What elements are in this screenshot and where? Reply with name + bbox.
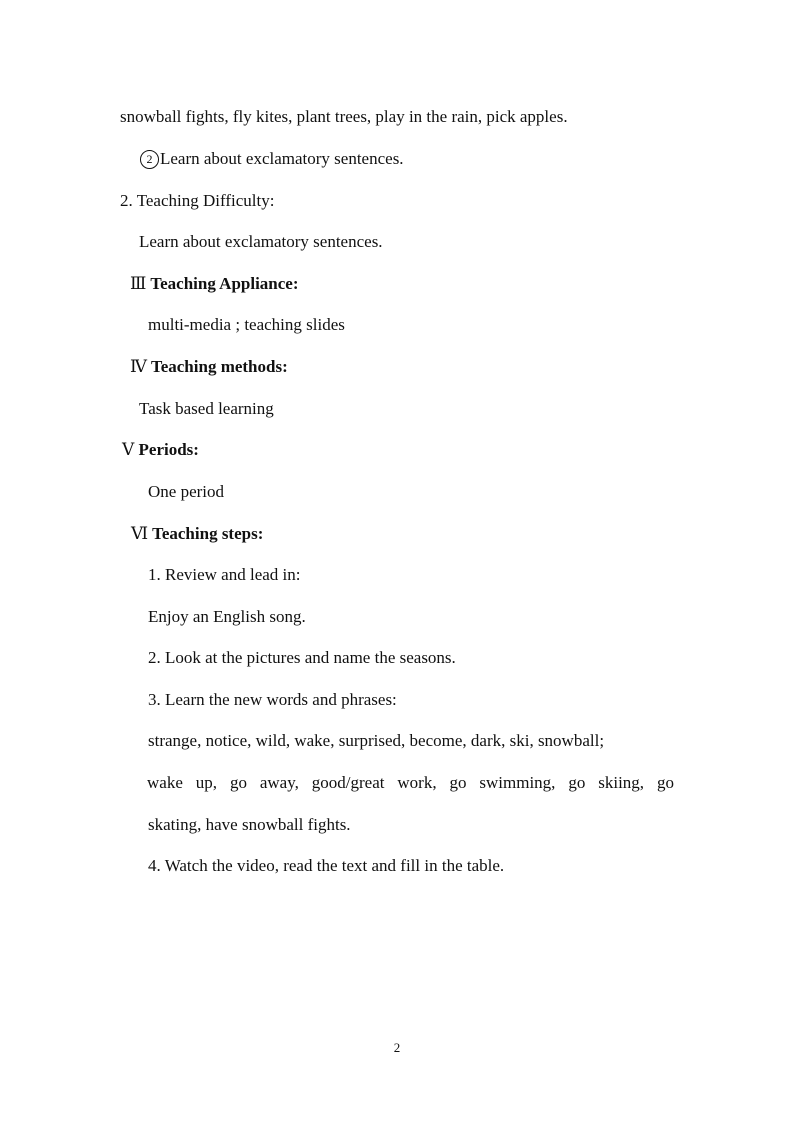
word: go bbox=[449, 773, 467, 792]
section-heading-appliance bbox=[130, 273, 299, 295]
section-numeral: Ⅳ bbox=[130, 357, 147, 376]
step-4: 4. Watch the video, read the text and fill in the table. bbox=[148, 856, 505, 875]
objective-2 bbox=[140, 148, 404, 170]
section-title: Teaching methods: bbox=[150, 357, 288, 376]
word: go bbox=[229, 773, 247, 792]
text-line: Enjoy an English song. bbox=[148, 607, 306, 626]
subheading-teaching-difficulty: 2. Teaching Difficulty: bbox=[120, 191, 275, 210]
word: good/great bbox=[311, 773, 385, 792]
word: up, bbox=[195, 773, 218, 792]
section-title: Teaching Appliance: bbox=[150, 274, 299, 293]
text-line: Task based learning bbox=[139, 399, 274, 418]
step-3: 3. Learn the new words and phrases: bbox=[148, 690, 397, 709]
text-line: snowball fights, fly kites, plant trees, play in the rain, pick apples. bbox=[120, 107, 568, 126]
section-title: Periods: bbox=[138, 440, 199, 459]
section-heading-steps bbox=[131, 523, 263, 545]
word: away, bbox=[259, 773, 299, 792]
section-numeral: Ⅴ bbox=[122, 440, 135, 459]
section-title: Teaching steps: bbox=[152, 524, 264, 543]
step-2: 2. Look at the pictures and name the seasons. bbox=[148, 648, 456, 667]
page-number: 2 bbox=[393, 1040, 401, 1055]
circled-number: 2 bbox=[140, 150, 159, 169]
word: go bbox=[656, 773, 674, 792]
word: swimming, bbox=[479, 773, 556, 792]
section-numeral: Ⅵ bbox=[131, 524, 149, 543]
phrases-line bbox=[147, 772, 674, 794]
section-heading-methods bbox=[130, 356, 288, 378]
vocabulary-line: strange, notice, wild, wake, surprised, become, dark, ski, snowball; bbox=[148, 731, 605, 750]
word: wake bbox=[147, 773, 183, 792]
word: skiing, bbox=[598, 773, 645, 792]
text-line: multi-media ; teaching slides bbox=[148, 315, 345, 334]
section-numeral: Ⅲ bbox=[130, 274, 147, 293]
section-heading-periods bbox=[122, 439, 199, 461]
text-line: skating, have snowball fights. bbox=[148, 815, 351, 834]
step-1: 1. Review and lead in: bbox=[148, 565, 301, 584]
text-line: One period bbox=[148, 482, 225, 501]
text-line: Learn about exclamatory sentences. bbox=[139, 232, 383, 251]
word: work, bbox=[397, 773, 437, 792]
word: go bbox=[568, 773, 586, 792]
objective-2-text: Learn about exclamatory sentences. bbox=[160, 149, 404, 168]
